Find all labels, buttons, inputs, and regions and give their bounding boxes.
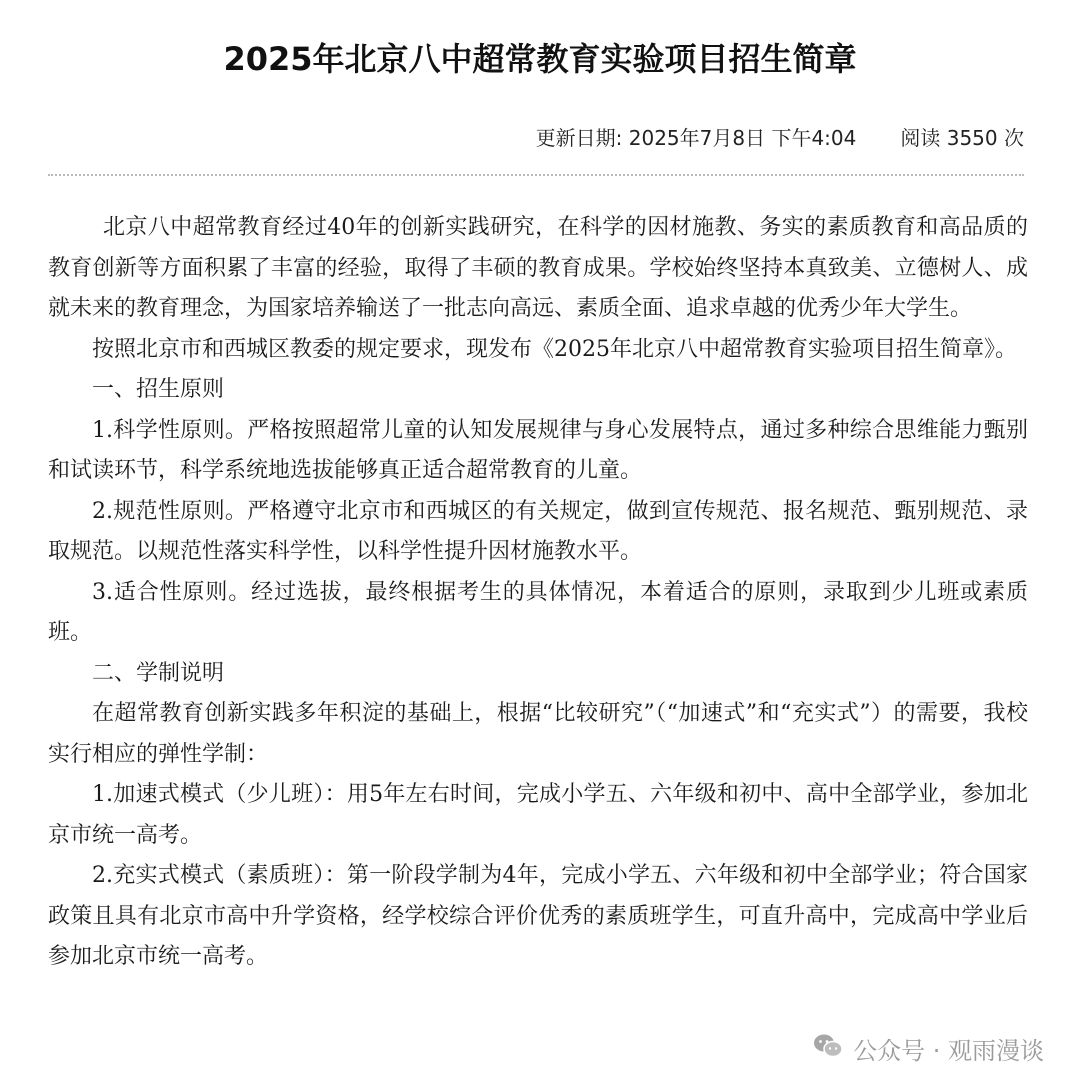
announcement-paragraph: 按照北京市和西城区教委的规定要求，现发布《2025年北京八中超常教育实验项目招生简章》。 [92,336,1017,362]
watermark [813,1031,1044,1066]
system-intro-paragraph: 在超常教育创新实践多年积淀的基础上，根据“比较研究”（“加速式”和“充实式”）的需要，我校实行相应的弹性学制： [48,701,1028,767]
read-count: 阅读 3550 次 [900,126,1024,150]
article-meta [536,122,1024,154]
intro-paragraph: 北京八中超常教育经过40年的创新实践研究，在科学的因材施教、务实的素质教育和高品质的教育创新等方面积累了丰富的经验，取得了丰硕的教育成果。学校始终坚持本真致美、立德树人、成就未来的教育理念，为国家培养输送了一批志向高远、素质全面、追求卓越的优秀少年大学生。 [48,215,1028,321]
update-date: 更新日期: 2025年7月8日 下午4:04 [535,126,857,150]
system-item: 1.加速式模式（少儿班）：用5年左右时间，完成小学五、六年级和初中、高中全部学业，参加北京市统一高考。 [48,782,1028,848]
article-body [48,208,1028,978]
principle-item: 1.科学性原则。严格按照超常儿童的认知发展规律与身心发展特点，通过多种综合思维能力甄别和试读环节，科学系统地选拔能够真正适合超常教育的儿童。 [48,417,1028,483]
dotted-divider [48,174,1024,176]
watermark-text: 公众号 · 观雨漫谈 [853,1037,1044,1065]
wechat-icon [813,1033,843,1065]
principle-item: 2.规范性原则。严格遵守北京市和西城区的有关规定，做到宣传规范、报名规范、甄别规范、录取规范。以规范性落实科学性，以科学性提升因材施教水平。 [48,498,1028,564]
section-heading-system: 二、学制说明 [92,660,225,686]
section-heading-principles: 一、招生原则 [92,377,225,402]
principle-item: 3.适合性原则。经过选拔，最终根据考生的具体情况，本着适合的原则，录取到少儿班或素质班。 [48,579,1028,645]
system-item: 2.充实式模式（素质班）：第一阶段学制为4年，完成小学五、六年级和初中全部学业；符合国家政策且具有北京市高中升学资格，经学校综合评价优秀的素质班学生，可直升高中，完成高中学业后参加北京市统一高考。 [48,863,1028,969]
page-title: 2025年北京八中超常教育实验项目招生简章 [223,40,857,78]
